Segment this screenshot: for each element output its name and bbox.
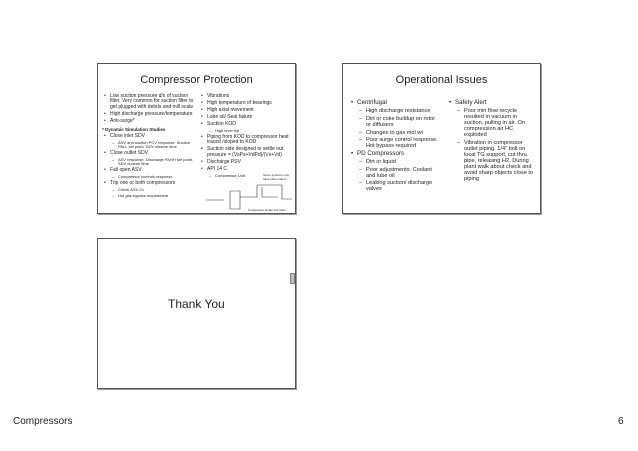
sub-bullet-item: – Poor surge control response. Hot bypass required <box>357 137 441 149</box>
sub-bullet-item: – ASV response. Discharge PAHH set point. SDV closure time <box>110 158 194 167</box>
section-heading: * Dynamic Simulation Studies <box>102 127 166 133</box>
bullet-item: • Fail open ASV <box>110 168 194 173</box>
bullet-item: • PD Compressors <box>357 151 441 158</box>
sub-bullet-item: – Compressor Unit <box>207 174 291 178</box>
bullet-item: • High temperature of bearings <box>207 101 291 106</box>
bullet-item: • Discharge PSV <box>207 160 291 165</box>
bullet-item: • Safety Alert <box>455 100 535 107</box>
sub-bullet-item: – Compressor controls response <box>110 175 194 179</box>
page-number: 6 <box>618 416 624 427</box>
sub-bullet-item: – High level trip <box>207 129 291 133</box>
sub-bullet-item: – Poor adjustments. Coolant and lube oil <box>357 167 441 179</box>
diagram-note: Some systems may have inlet coolers <box>263 173 290 181</box>
sub-bullet-item: – Poor min flow recycle resulted in vacuum in suction, pulling in air. On compression air HC exploded <box>455 108 535 138</box>
bullet-item: • Low suction pressure d/s of suction filter. Very common for suction filter to get plugged with debris and mill scale <box>110 94 194 110</box>
sub-bullet-item: – Changes to gas mol wt <box>357 130 441 136</box>
sub-bullet-item: – Hot gas bypass requirement <box>110 194 194 198</box>
slide-operational-issues <box>342 63 541 214</box>
bullet-item: • Piping from KOD to compressor heat traced /sloped to KOD <box>207 135 291 146</box>
bullet-item: • Suction side designed to settle out pressure = (VsPs+VdPd)/(Vs+Vd) <box>207 147 291 158</box>
slide-title: Compressor Protection <box>140 74 253 86</box>
bullet-item: • High axial movement <box>207 108 291 113</box>
bullet-item: • Centrifugal <box>357 100 441 107</box>
footer-title: Compressors <box>13 416 73 427</box>
slide-title: Thank You <box>168 297 225 311</box>
sub-bullet-item: – Dirt or coke buildup on rotor or diffusers <box>357 116 441 128</box>
sub-bullet-item: – Leaking suction/ discharge valves <box>357 180 441 192</box>
scrollbar[interactable] <box>290 273 295 284</box>
settle-out-diagram <box>202 177 292 211</box>
slide-thank-you <box>97 238 296 389</box>
bullet-item: • API 14 C <box>207 167 291 172</box>
bullet-item: • Vibrations <box>207 94 291 99</box>
slide-compressor-protection <box>97 63 296 214</box>
slide-title: Operational Issues <box>395 74 488 86</box>
sub-bullet-item: – Check ASV Cv <box>110 188 194 192</box>
bullet-item: • Trip one or both compressors <box>110 181 194 186</box>
bullet-item: • Suction KOD <box>207 122 291 127</box>
sub-bullet-item: – ASV and suction PCV response. Suction PALL set point. SDV closure time <box>110 141 194 150</box>
sub-bullet-item: – High discharge resistance <box>357 108 441 114</box>
bullet-item: • Close outlet SDV <box>110 151 194 156</box>
bullet-item: • Close inlet SDV <box>110 134 194 139</box>
bullet-item: • Anti-surge* <box>110 119 194 124</box>
sub-bullet-item: – Vibration in compressor outlet piping. 1/4" bolt on local TG support, cut thru pipe, releasing H2. During plant walk about check and avoid sharp objects close to piping <box>455 140 535 182</box>
sub-bullet-item: – Dirt or liquid <box>357 159 441 165</box>
bullet-item: • High discharge pressure/temperature <box>110 112 194 117</box>
diagram-caption: Compressor Settle Out Calc <box>248 208 286 212</box>
bullet-item: • Lube oil/ Seal failure <box>207 115 291 120</box>
